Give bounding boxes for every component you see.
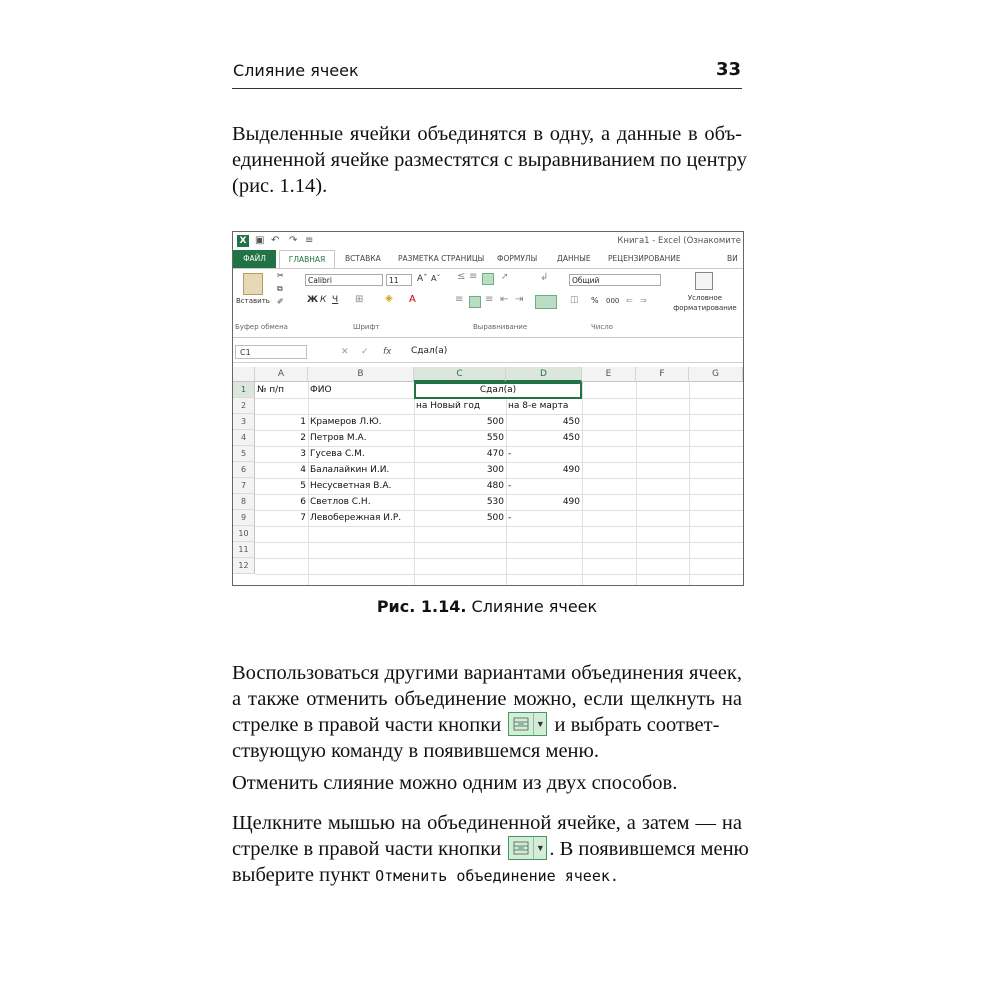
cell-d6[interactable]: 490: [562, 465, 580, 475]
insert-function-icon[interactable]: fx: [383, 347, 392, 357]
intro-line: Выделенные ячейки объединятся в одну, а данные в объ-: [232, 123, 742, 145]
name-box[interactable]: C1: [235, 345, 307, 359]
underline-button[interactable]: Ч: [332, 295, 339, 305]
merge-center-button[interactable]: [535, 295, 557, 309]
column-header[interactable]: C: [414, 367, 506, 382]
orientation-icon[interactable]: ➚: [501, 272, 509, 282]
align-left-icon[interactable]: ≡: [455, 294, 464, 305]
cell-a6[interactable]: 4: [300, 465, 306, 475]
gridline: [689, 382, 690, 585]
cell-b7[interactable]: Несусветная В.А.: [310, 481, 392, 491]
dropdown-arrow-icon: ▼: [535, 719, 545, 730]
cell-c2[interactable]: на Новый год: [416, 401, 481, 411]
cancel-icon[interactable]: ✕: [341, 347, 349, 357]
cell-c5[interactable]: 470: [486, 449, 504, 459]
cell-a5[interactable]: 3: [300, 449, 306, 459]
decrease-decimal-icon[interactable]: ⇒: [640, 296, 647, 305]
tab-file[interactable]: ФАЙЛ: [233, 250, 276, 268]
copy-icon[interactable]: ⧉: [277, 284, 283, 293]
cell-d9[interactable]: -: [508, 513, 512, 523]
dropdown-arrow-icon: ▼: [535, 843, 545, 854]
row-header[interactable]: 4: [233, 430, 255, 446]
increase-indent-icon[interactable]: ⇥: [515, 294, 524, 305]
column-header[interactable]: F: [636, 367, 689, 382]
tab-insert[interactable]: ВСТАВКА: [345, 254, 381, 263]
borders-icon[interactable]: ⊞: [355, 294, 364, 305]
intro-line: единенной ячейке разместятся с выравниванием по центру: [232, 149, 748, 171]
ribbon: [233, 268, 743, 338]
cell-a7[interactable]: 5: [300, 481, 306, 491]
thousands-button[interactable]: 000: [606, 297, 620, 305]
conditional-formatting-label-1[interactable]: Условное: [687, 294, 723, 302]
paragraph-unmerge-steps: [232, 810, 749, 889]
font-size-select[interactable]: 11: [386, 274, 412, 286]
intro-line: (рис. 1.14).: [232, 175, 328, 197]
cell-a9[interactable]: 7: [300, 513, 306, 523]
excel-logo-icon: X: [237, 235, 249, 247]
paragraph-line: Воспользоваться другими вариантами объединения ячеек,: [232, 662, 742, 684]
cell-a8[interactable]: 6: [300, 497, 306, 507]
row-header[interactable]: 11: [233, 542, 255, 558]
cut-icon[interactable]: ✂: [277, 271, 284, 280]
cell-d4[interactable]: 450: [562, 433, 580, 443]
paragraph-line: [232, 862, 742, 889]
row-header[interactable]: 5: [233, 446, 255, 462]
group-number: Число: [591, 323, 613, 331]
align-bottom-icon[interactable]: [482, 273, 494, 285]
cell-d8[interactable]: 490: [562, 497, 580, 507]
cell-c6[interactable]: 300: [486, 465, 504, 475]
tab-review[interactable]: РЕЦЕНЗИРОВАНИЕ: [608, 254, 681, 263]
group-alignment: Выравнивание: [473, 323, 528, 331]
tab-home[interactable]: ГЛАВНАЯ: [279, 250, 335, 268]
cell-a4[interactable]: 2: [300, 433, 306, 443]
cell-d7[interactable]: -: [508, 481, 512, 491]
select-all-corner[interactable]: [233, 367, 255, 382]
cell-d3[interactable]: 450: [562, 417, 580, 427]
paragraph-text: и выбрать соответ-: [554, 714, 720, 736]
gridline: [636, 382, 637, 585]
window-title: Книга1 - Excel (Ознакомите: [617, 236, 741, 246]
merge-cells-icon: [509, 713, 534, 735]
cell-c7[interactable]: 480: [486, 481, 504, 491]
column-header[interactable]: B: [308, 367, 414, 382]
gridline: [255, 526, 743, 527]
wrap-text-icon[interactable]: ↲: [540, 272, 549, 283]
paragraph-line: а также отменить объединение можно, если щелкнуть на: [232, 688, 742, 710]
paragraph-text: стрелке в правой части кнопки: [232, 838, 502, 860]
grow-font-icon[interactable]: Aˆ: [417, 274, 428, 284]
gridline: [255, 558, 743, 559]
font-name-select[interactable]: Calibri: [305, 274, 383, 286]
cell-d2[interactable]: на 8-е марта: [508, 401, 569, 411]
ribbon-tabs: [233, 250, 743, 268]
paste-button[interactable]: Вставить: [236, 297, 270, 305]
formula-input[interactable]: Сдал(а): [411, 346, 448, 356]
cell-a1[interactable]: № п/п: [257, 385, 285, 395]
menu-command: Отменить объединение ячеек.: [375, 867, 619, 886]
cell-c9[interactable]: 500: [486, 513, 504, 523]
column-header[interactable]: E: [582, 367, 636, 382]
cell-a3[interactable]: 1: [300, 417, 306, 427]
align-middle-icon[interactable]: ≡: [469, 271, 478, 282]
group-clipboard: Буфер обмена: [235, 323, 288, 331]
paragraph-line: Щелкните мышью на объединенной ячейке, а затем — на: [232, 812, 742, 834]
fill-color-icon[interactable]: ◈: [385, 293, 393, 304]
column-header[interactable]: D: [506, 367, 582, 382]
conditional-formatting-label-2[interactable]: форматирование: [673, 304, 737, 312]
shrink-font-icon[interactable]: Aˇ: [431, 274, 441, 283]
redo-icon[interactable]: ↷: [289, 235, 298, 246]
title-bar: [233, 232, 743, 250]
cell-c8[interactable]: 530: [486, 497, 504, 507]
decrease-indent-icon[interactable]: ⇤: [500, 294, 509, 305]
gridline: [255, 574, 743, 575]
currency-icon[interactable]: ◫: [570, 295, 579, 305]
gridline: [582, 382, 583, 585]
save-icon[interactable]: ▣: [255, 235, 265, 246]
worksheet-grid: [233, 367, 743, 585]
figure-caption-text: Слияние ячеек: [471, 597, 598, 616]
cell-b8[interactable]: Светлов С.Н.: [310, 497, 371, 507]
merge-cells-icon: [509, 837, 534, 859]
customize-qat-icon[interactable]: ≡: [305, 235, 314, 246]
conditional-formatting-icon[interactable]: [695, 272, 713, 290]
group-font: Шрифт: [353, 323, 380, 331]
enter-icon[interactable]: ✓: [361, 347, 369, 357]
bold-button[interactable]: Ж: [307, 295, 319, 305]
align-right-icon[interactable]: ≡: [485, 294, 494, 305]
cell-c4[interactable]: 550: [486, 433, 504, 443]
figure-caption: [232, 597, 742, 616]
paragraph-unmerge-intro: Отменить слияние можно одним из двух способов.: [232, 772, 678, 794]
percent-button[interactable]: %: [591, 296, 599, 305]
running-title: Слияние ячеек: [233, 61, 359, 80]
page-number: 33: [715, 59, 741, 80]
cell-d5[interactable]: -: [508, 449, 512, 459]
header-rule: [232, 88, 742, 89]
figure-caption-label: Рис. 1.14.: [376, 597, 467, 616]
font-color-icon[interactable]: A: [409, 294, 416, 305]
cell-b4[interactable]: Петров М.А.: [310, 433, 367, 443]
cell-b5[interactable]: Гусева С.М.: [310, 449, 365, 459]
paragraph-line: [232, 836, 749, 862]
cell-b6[interactable]: Балалайкин И.И.: [310, 465, 390, 475]
number-format-select[interactable]: Общий: [569, 274, 661, 286]
tab-data[interactable]: ДАННЫЕ: [557, 254, 591, 263]
cell-b1[interactable]: ФИО: [310, 385, 332, 395]
paragraph-merge-options: [232, 660, 742, 764]
merge-button-picture: [508, 836, 547, 860]
paragraph-text: выберите пункт: [232, 864, 370, 887]
row-header[interactable]: 9: [233, 510, 255, 526]
row-header[interactable]: 10: [233, 526, 255, 542]
format-painter-icon[interactable]: ✐: [277, 297, 284, 306]
row-header[interactable]: 12: [233, 558, 255, 574]
merged-cell-c1-d1[interactable]: Сдал(а): [414, 382, 582, 399]
row-header[interactable]: 3: [233, 414, 255, 430]
undo-icon[interactable]: ↶: [271, 235, 280, 246]
paragraph-line: ствующую команду в появившемся меню.: [232, 740, 599, 763]
cell-b3[interactable]: Крамеров Л.Ю.: [310, 417, 382, 427]
row-header[interactable]: 8: [233, 494, 255, 510]
paste-icon[interactable]: [243, 273, 263, 295]
paragraph-line: [232, 712, 742, 738]
align-center-icon[interactable]: [469, 296, 481, 308]
formula-bar: [233, 342, 743, 363]
align-top-icon[interactable]: ≤: [457, 271, 466, 282]
tab-page-layout[interactable]: РАЗМЕТКА СТРАНИЦЫ: [398, 254, 485, 263]
cell-b9[interactable]: Левобережная И.Р.: [310, 513, 402, 523]
paragraph-text: стрелке в правой части кнопки: [232, 714, 502, 736]
row-header[interactable]: 7: [233, 478, 255, 494]
row-header[interactable]: 2: [233, 398, 255, 414]
intro-paragraph: [232, 121, 748, 199]
tab-formulas[interactable]: ФОРМУЛЫ: [497, 254, 538, 263]
merge-button-picture: [508, 712, 547, 736]
column-header[interactable]: G: [689, 367, 743, 382]
excel-screenshot: [232, 231, 744, 586]
gridline: [255, 542, 743, 543]
row-header[interactable]: 1: [233, 382, 255, 398]
column-header[interactable]: A: [255, 367, 308, 382]
italic-button[interactable]: К: [320, 295, 327, 305]
paragraph-text: . В появившемся меню: [549, 838, 749, 860]
increase-decimal-icon[interactable]: ⇐: [626, 296, 633, 305]
cell-c3[interactable]: 500: [486, 417, 504, 427]
tab-view[interactable]: ВИ: [727, 254, 738, 263]
row-header[interactable]: 6: [233, 462, 255, 478]
